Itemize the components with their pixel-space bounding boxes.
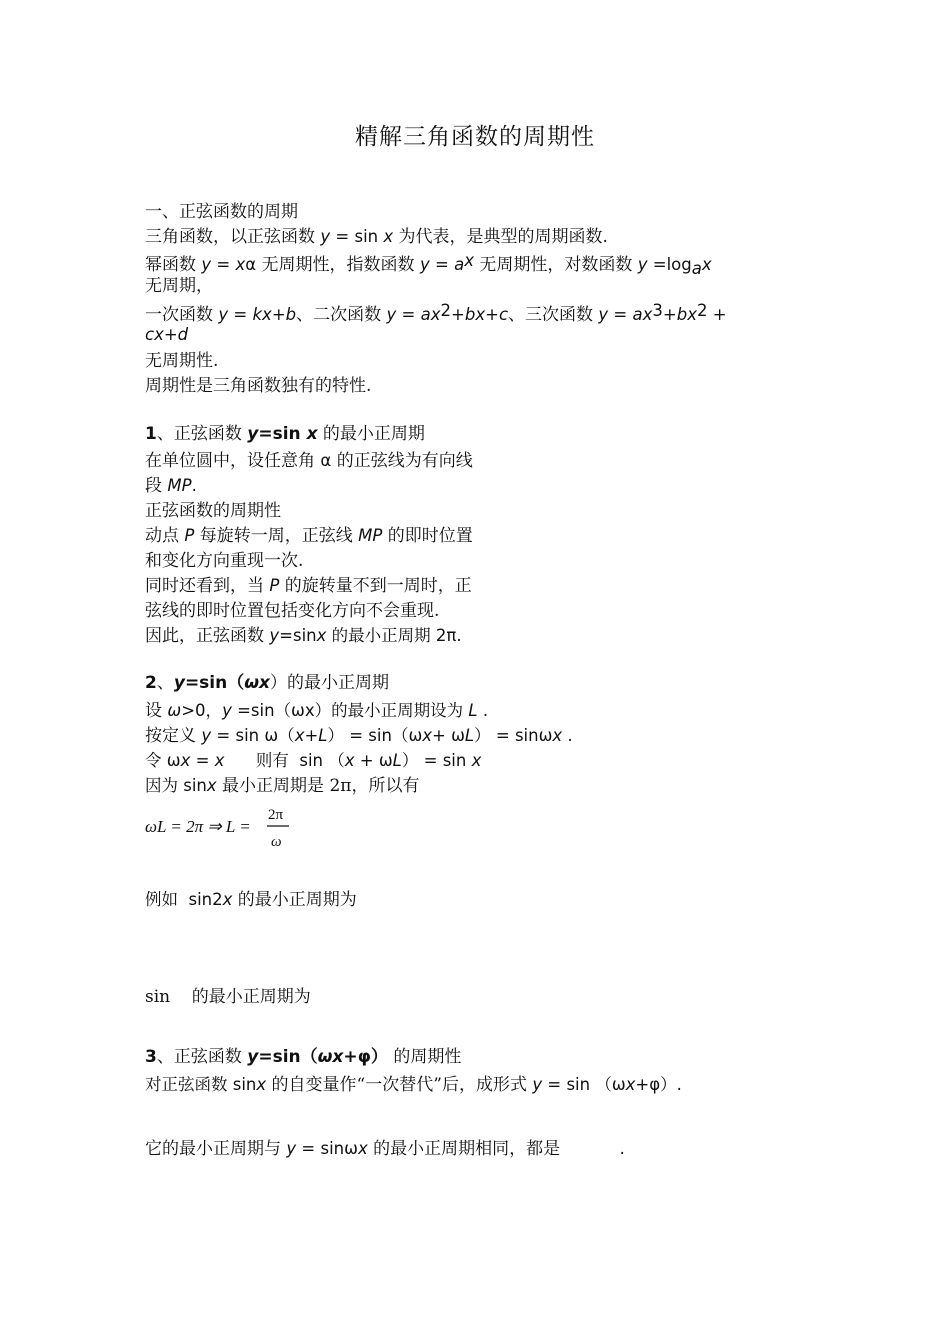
formula-denominator: ω (271, 834, 282, 850)
formula-lhs: ωL = 2π ⇒ L = (145, 817, 251, 836)
paragraph-line: 周期性是三角函数独有的特性. (145, 376, 372, 396)
paragraph-line: 动点 P 每旋转一周，正弦线 MP 的即时位置 (145, 526, 473, 546)
paragraph-line: 和变化方向重现一次. (145, 551, 304, 571)
paragraph-line: 一次函数 y = kx+b、二次函数 $y = ax^2+bx+c$、三次函数 $y = ax^3+bx^2$ + (145, 301, 727, 325)
section-heading: 一、正弦函数的周期 (145, 202, 298, 222)
paragraph-line: 段 MP. (145, 476, 197, 496)
paragraph-line: 它的最小正周期与 y = sinωx 的最小正周期相同，都是 . (145, 1139, 625, 1159)
paragraph-line: 按定义 y = sin ω（x+L） = sin（ωx+ ωL） = sinωx . (145, 726, 573, 746)
paragraph-line: 因此，正弦函数 y=sinx 的最小正周期 2π. (145, 626, 462, 646)
paragraph-line: cx+d (145, 325, 189, 344)
paragraph-line: 无周期， (145, 276, 213, 296)
paragraph-line: 幂函数 y = xα 无周期性，指数函数 $y = a^x$ 无周期性，对数函数 $y =\log_ax$ (145, 251, 712, 278)
paragraph-line: 三角函数，以正弦函数 y = sin x 为代表，是典型的周期函数. (145, 227, 608, 247)
paragraph-line: 对正弦函数 sinx 的自变量作“一次替代”后，成形式 y = sin （ωx+φ）. (145, 1075, 682, 1095)
paragraph-line: 令 ωx = x 则有 sin （x + ωL） = sin x (145, 751, 482, 770)
page-title: 精解三角函数的周期性 (355, 124, 595, 150)
answer-blank (560, 1139, 619, 1159)
paragraph-line: 因为 sinx 最小正周期是 2π，所以有 (145, 776, 420, 796)
paragraph-line: 弦线的即时位置包括变化方向不会重现. (145, 601, 440, 621)
section-heading: 2、y=sin（ωx）的最小正周期 (145, 673, 389, 693)
paragraph-line: 正弦函数的周期性 (145, 501, 281, 521)
paragraph-line: 无周期性. (145, 351, 219, 371)
section-heading: 3、正弦函数 y=sin（ωx+φ） 的周期性 (145, 1047, 462, 1067)
paragraph-line: 例如 sin2x 的最小正周期为 (145, 890, 357, 910)
paragraph-line: 同时还看到，当 P 的旋转量不到一周时，正 (145, 576, 472, 596)
paragraph-line: sin 的最小正周期为 (145, 987, 311, 1007)
paragraph-line: 在单位圆中，设任意角 α 的正弦线为有向线 (145, 451, 473, 471)
paragraph-line: 设 ω>0，y =sin（ωx）的最小正周期设为 L . (145, 701, 489, 721)
section-heading: 1、正弦函数 y=sin x 的最小正周期 (145, 424, 425, 444)
formula-numerator: 2π (268, 807, 284, 823)
period-formula (145, 802, 305, 852)
